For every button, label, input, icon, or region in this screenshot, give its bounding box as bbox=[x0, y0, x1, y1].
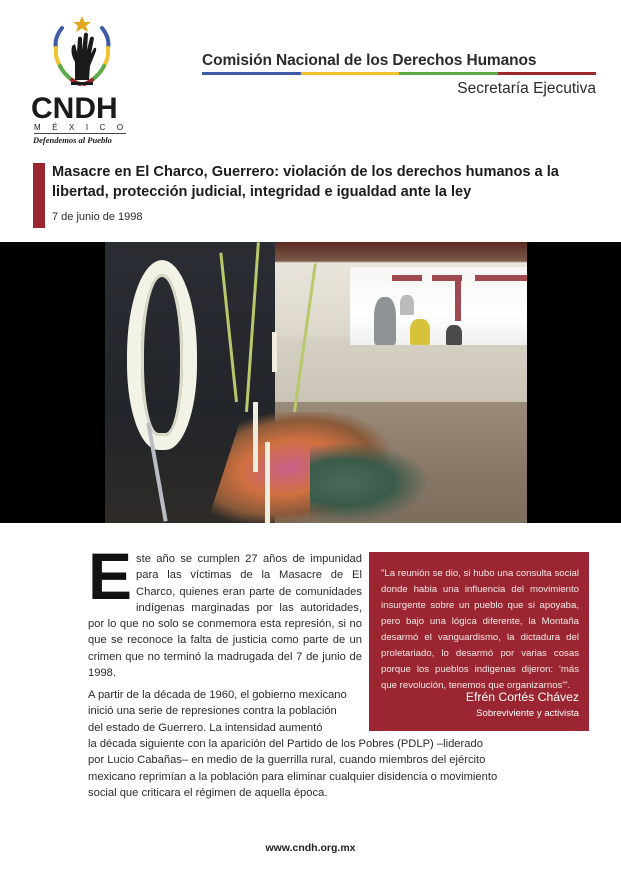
paragraph-2-line: mexicano reprimían a la población para eliminar cualquier disidencia o movimiento bbox=[88, 770, 498, 783]
logo-divider bbox=[34, 133, 126, 134]
drop-cap: E bbox=[88, 539, 133, 613]
quote-author: Efrén Cortés Chávez bbox=[465, 690, 579, 704]
window-opening bbox=[350, 267, 527, 345]
paragraph-2-line: A partir de la década de 1960, el gobierno mexicano bbox=[88, 689, 347, 701]
color-bar-red bbox=[498, 72, 597, 75]
color-bar-blue bbox=[202, 72, 301, 75]
org-subtitle: Secretaría Ejecutiva bbox=[457, 80, 596, 97]
color-bar-green bbox=[399, 72, 498, 75]
paragraph-2-narrow bbox=[88, 687, 362, 736]
color-bar bbox=[202, 72, 596, 75]
logo-motto: Defendemos al Pueblo bbox=[33, 135, 112, 145]
title-accent-bar bbox=[33, 163, 45, 228]
logo-country: MÉXICO bbox=[34, 123, 135, 132]
paragraph-2-line: del estado de Guerrero. La intensidad aumentó bbox=[88, 721, 323, 734]
article-title: Masacre en El Charco, Guerrero: violación de los derechos humanos a la libertad, protección judicial, integridad e igualdad ante la ley bbox=[52, 164, 559, 200]
org-title: Comisión Nacional de los Derechos Humanos bbox=[202, 52, 537, 69]
footer-website-link[interactable]: www.cndh.org.mx bbox=[265, 842, 356, 854]
quote-author-role: Sobreviviente y activista bbox=[476, 708, 579, 719]
pull-quote bbox=[369, 552, 589, 731]
article-date: 7 de junio de 1998 bbox=[52, 211, 143, 223]
paragraph-2-wide bbox=[88, 736, 558, 801]
quote-text: "La reunión se dio, si hubo una consulta social donde habia una influencia del movimiento insurgente sobre un pueblo que si apoyaba, pero bajo una lógica diferente, la Montaña desarmó el vanguardismo, la dictadura del proletariado, lo desarmó por varias cosas porque los pueblos indigenas dijeron: 'más que revolución, tenemos que organizarnos'". bbox=[381, 568, 579, 691]
photo-band bbox=[0, 242, 621, 523]
paragraph-2-line: inició una serie de represiones contra la población bbox=[88, 705, 337, 718]
cndh-logo bbox=[28, 14, 138, 145]
flower-wreath bbox=[127, 260, 197, 450]
raised-hand-laurel-icon bbox=[42, 14, 122, 94]
logo-acronym: CNDH bbox=[31, 92, 118, 125]
paragraph-2-line: por Lucio Cabañas– en medio de la guerrilla rural, cuando miembros del ejército bbox=[88, 754, 486, 767]
paragraph-2-line: la década siguiente con la aparición del Partido de los Pobres (PDLP) –liderado bbox=[88, 738, 483, 750]
paragraph-2-line: social que criticara el régimen de aquella época. bbox=[88, 786, 328, 799]
paragraph-1-text: ste año se cumplen 27 años de impunidad para las víctimas de la Masacre de El Charco, quienes eran parte de comunidades indígenas marginadas por las autoridades, por lo que no solo se conmemora esta represión, si no que se reconoce la falta de justicia como parte de un crimen que no terminó la madrugada del 7 de junio de 1998. bbox=[88, 553, 362, 680]
paragraph-1 bbox=[88, 539, 362, 681]
color-bar-yellow bbox=[301, 72, 400, 75]
memorial-photo bbox=[105, 242, 527, 523]
